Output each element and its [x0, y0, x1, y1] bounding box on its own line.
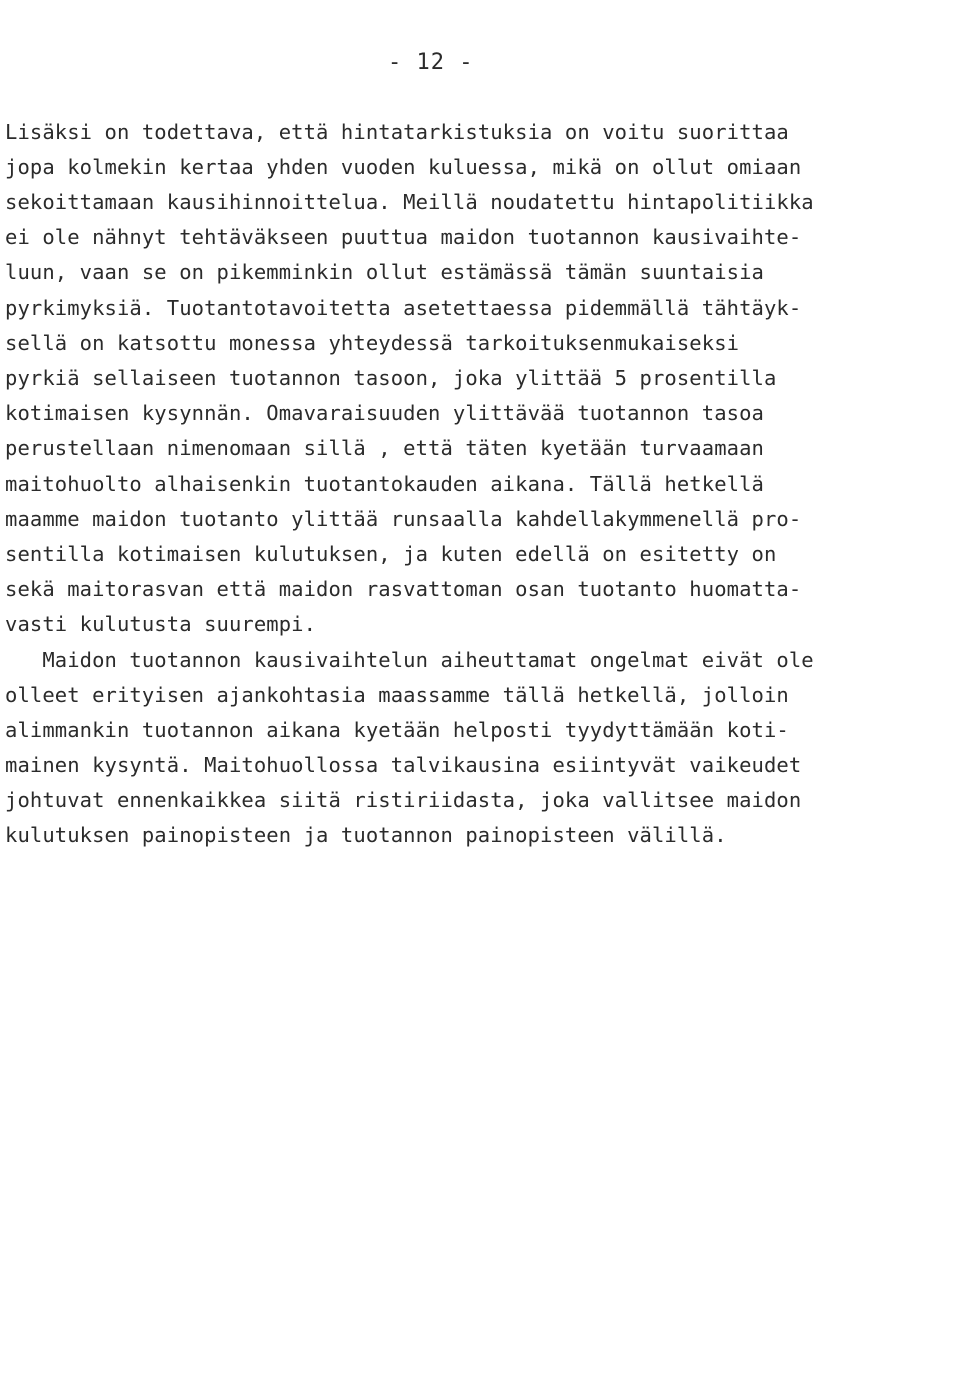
text-line: johtuvat ennenkaikkea siitä ristiriidasta, joka vallitsee maidon	[5, 788, 802, 812]
text-line: maamme maidon tuotanto ylittää runsaalla kahdellakymmenellä pro-	[5, 507, 802, 531]
text-line: olleet erityisen ajankohtasia maassamme tällä hetkellä, jolloin	[5, 683, 789, 707]
text-line: mainen kysyntä. Maitohuollossa talvikausina esiintyvät vaikeudet	[5, 753, 802, 777]
text-line: Lisäksi on todettava, että hintatarkistuksia on voitu suorittaa	[5, 120, 789, 144]
text-line: alimmankin tuotannon aikana kyetään helposti tyydyttämään koti-	[5, 718, 789, 742]
text-line: sentilla kotimaisen kulutuksen, ja kuten edellä on esitetty on	[5, 542, 777, 566]
text-line: Maidon tuotannon kausivaihtelun aiheuttamat ongelmat eivät ole	[5, 648, 814, 672]
text-line: sellä on katsottu monessa yhteydessä tarkoituksenmukaiseksi	[5, 331, 740, 355]
text-line: maitohuolto alhaisenkin tuotantokauden aikana. Tällä hetkellä	[5, 472, 764, 496]
text-line: vasti kulutusta suurempi.	[5, 612, 317, 636]
text-line: sekoittamaan kausihinnoittelua. Meillä noudatettu hintapolitiikka	[5, 190, 814, 214]
text-line: luun, vaan se on pikemminkin ollut estämässä tämän suuntaisia	[5, 260, 764, 284]
text-line: kotimaisen kysynnän. Omavaraisuuden ylittävää tuotannon tasoa	[5, 401, 764, 425]
text-line: pyrkiä sellaiseen tuotannon tasoon, joka ylittää 5 prosentilla	[5, 366, 777, 390]
text-line: ei ole nähnyt tehtäväkseen puuttua maidon tuotannon kausivaihte-	[5, 225, 802, 249]
text-line: jopa kolmekin kertaa yhden vuoden kuluessa, mikä on ollut omiaan	[5, 155, 802, 179]
page-number: - 12 -	[388, 50, 474, 75]
text-line: perustellaan nimenomaan sillä , että täten kyetään turvaamaan	[5, 436, 764, 460]
text-line: pyrkimyksiä. Tuotantotavoitetta asetettaessa pidemmällä tähtäyk-	[5, 296, 802, 320]
text-line: sekä maitorasvan että maidon rasvattoman osan tuotanto huomatta-	[5, 577, 802, 601]
text-line: kulutuksen painopisteen ja tuotannon painopisteen välillä.	[5, 823, 727, 847]
